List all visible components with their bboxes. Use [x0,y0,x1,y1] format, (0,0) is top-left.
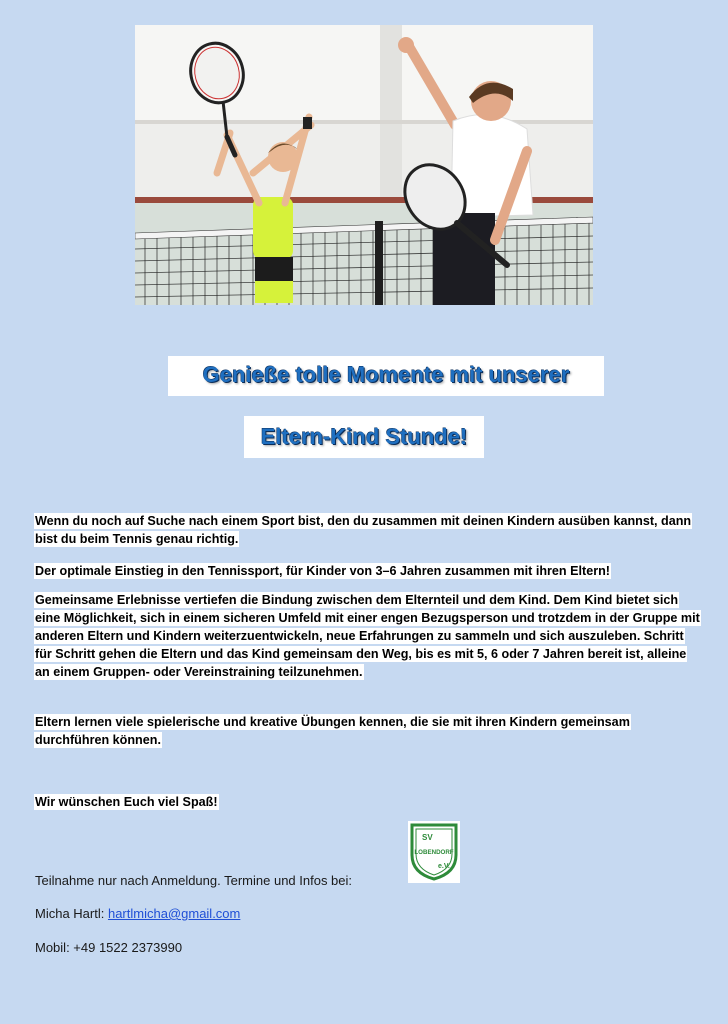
target-group-text: Der optimale Einstieg in den Tennissport, für Kinder von 3–6 Jahren zusammen mit ihren Eltern! [35,564,610,578]
email-link[interactable]: hartlmicha@gmail.com [107,906,241,921]
contact-person [35,906,240,922]
logo-line-1: SV [422,833,433,842]
benefits-text: Gemeinsame Erlebnisse vertiefen die Bindung zwischen dem Elternteil und dem Kind. Dem Kind bietet sich eine Möglichkeit, sich in einem sicheren Umfeld mit einer engen Bezugsperson und trotzdem in der Gruppe mit anderen Eltern und Kindern weiterzuentwickeln, neue Erfahrungen zu sammeln und sich auszuleben. Schritt für Schritt gehen die Eltern und das Kind gemeinsam den Weg, bis es mit 5, 6 oder 7 Jahren bereit ist, alleine an einem Gruppen- oder Vereinstraining teilzunehmen. [35,593,700,679]
tennis-photo [135,25,593,305]
closing-paragraph [35,793,700,811]
club-logo [408,821,460,883]
headline-line-1: Genieße tolle Momente mit unserer [168,356,604,396]
registration-note: Teilnahme nur nach Anmeldung. Termine und Infos bei: [35,873,353,888]
closing-text: Wir wünschen Euch viel Spaß! [35,795,218,809]
phone-number: Mobil: +49 1522 2373990 [35,940,183,955]
logo-line-3: e.V. [438,863,450,870]
benefits-paragraph [35,591,700,681]
exercises-text: Eltern lernen viele spielerische und kreative Übungen kennen, die sie mit ihren Kindern gemeinsam durchführen können. [35,715,630,747]
intro-paragraph [35,512,700,548]
target-group-paragraph [35,562,700,580]
contact-person-label: Micha Hartl: [35,906,108,921]
intro-text: Wenn du noch auf Suche nach einem Sport bist, den du zusammen mit deinen Kindern ausüben kannst, dann bist du beim Tennis genau richtig. [35,514,692,546]
exercises-paragraph [35,713,700,749]
headline-line-2: Eltern-Kind Stunde! [244,416,484,458]
logo-line-2: LOBENDORF [414,849,454,856]
